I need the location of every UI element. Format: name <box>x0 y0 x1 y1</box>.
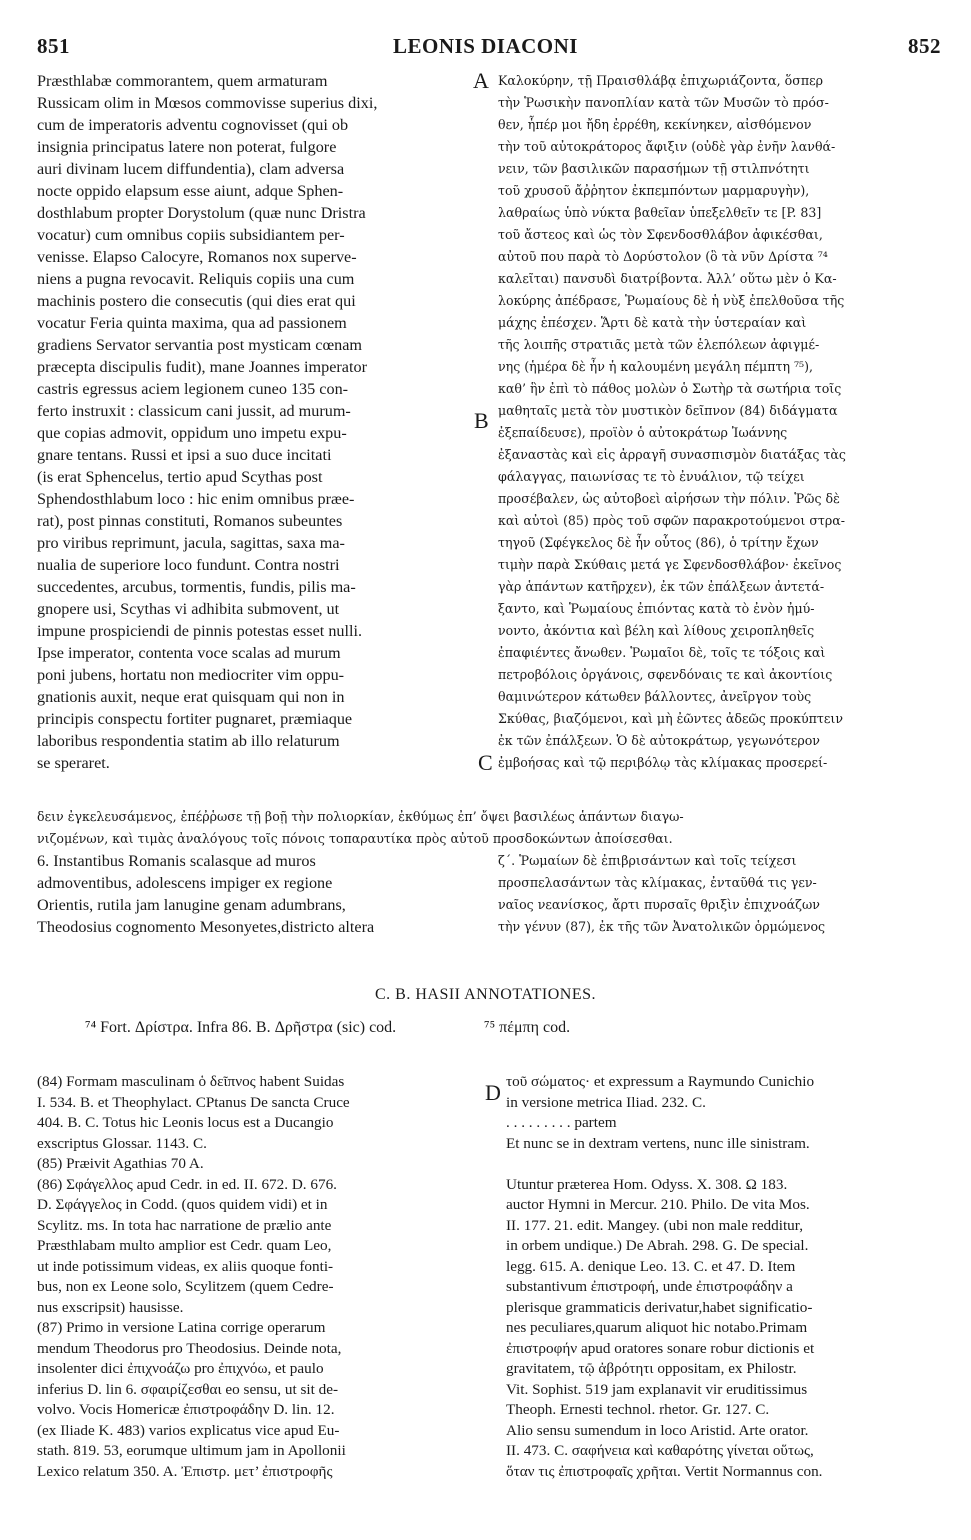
page-number-right: 852 <box>908 34 941 58</box>
greek-line: θαμινώτερον κάτωθεν βάλλοντες, ἀνεῖργον τοὺς <box>498 689 812 704</box>
latin-line: gradiens Servator servantia post mysticam cœnam <box>37 336 363 354</box>
latin-line: Sphendosthlabum loco : hic enim omnibus præe- <box>37 490 355 508</box>
greek-line: ζ΄. Ῥωμαίων δὲ ἐπιβρισάντων καὶ τοῖς τείχεσι <box>498 853 797 868</box>
latin-line: (is erat Sphencelus, tertio apud Scythas post <box>37 468 323 486</box>
footnote-line: legg. 615. A. denique Leo. 13. C. et 47. D. Item <box>506 1257 796 1275</box>
greek-line: προσέβαλεν, ὡς αὐτοβοεὶ αἱρήσων τὴν πόλιν. Ῥῶς δὲ <box>498 491 840 506</box>
latin-line: que copias admovit, oppidum uno impetu expu- <box>37 424 347 442</box>
footnote-line: in versione metrica Iliad. 232. C. <box>506 1093 706 1111</box>
latin-line: vocatur Feria quinta maxima, qua ad passionem <box>37 314 347 332</box>
latin-text-column <box>37 70 469 774</box>
greek-line: ἐμβοήσας καὶ τῷ περιβόλῳ τὰς κλίμακας προσερεί- <box>498 755 828 770</box>
footnote-line: substantivum ἐπιστροφή, unde ἐπιστροφάδην a <box>506 1278 793 1295</box>
footnote-line: ut inde potissimum videas, ex aliis quoque fonti- <box>37 1257 334 1275</box>
greek-line: Καλοκύρην, τῇ Πραισθλάβᾳ ἐπιχωριάζοντα, ὅσπερ <box>498 73 824 88</box>
annotations-title: C. B. HASII ANNOTATIONES. <box>375 986 596 1003</box>
footnote-line: stath. 819. 53, eorumque ultimum jam in Apollonii <box>37 1442 346 1459</box>
greek-line: τὴν γένυν (87), ἐκ τῆς τῶν Ἀνατολικῶν ὁρμώμενος <box>498 919 826 934</box>
footnote-line: nus exscripsit) hausisse. <box>37 1298 184 1316</box>
latin-line: præcepta discipulis fudit), mane Joannes imperator <box>37 358 367 376</box>
latin-line: gnopere usi, Scythas vi adhibita submovent, ut <box>37 600 340 618</box>
greek-line: Σκύθας, βιαζόμενοι, καὶ μὴ ἐῶντες ἀδεῶς προκύπτειν <box>498 711 843 726</box>
footnote-line: Lexico relatum 350. A. Ἐπιστρ. μετ’ ἐπιστροφῆς <box>37 1462 333 1480</box>
footnote-line: Alio sensu sumendum in loco Aristid. Arte orator. <box>506 1421 809 1439</box>
footnote-line: 404. B. C. Totus hic Leonis locus est a Ducangio <box>37 1114 334 1131</box>
footnote-line: . . . . . . . . . partem <box>506 1114 617 1131</box>
footnotes-right-column <box>506 1072 938 1482</box>
greek-line: καθ’ ἣν ἐπὶ τὸ πάθος μολὼν ὁ Σωτὴρ τὰ σωτήρια τοῖς <box>498 381 842 396</box>
margin-letter-b: B <box>474 408 489 433</box>
greek-line: καλεῖται) πανσυδὶ διατρίβοντα. Ἀλλ’ οὕτω μὲν ὁ Κα- <box>498 271 837 286</box>
latin-line: vocatur) cum omnibus copiis subsidiantem per- <box>37 226 345 244</box>
greek-line: φάλαγγας, παιωνίσας τε τὸ ἐνυάλιον, τῷ τείχει <box>498 469 805 484</box>
footnote-line: ὅταν τις ἐπιστροφαῖς χρῆται. Vertit Normannus con. <box>506 1462 823 1480</box>
margin-letter-a: A <box>473 68 489 93</box>
greek-line: νης (ἡμέρα δὲ ἦν ἡ καλουμένη μεγάλη πέμπτη ⁷⁵), <box>498 359 814 374</box>
footnote-line: (ex Iliade K. 483) varios explicatus vice apud Eu- <box>37 1421 340 1439</box>
footnote-line: inferius D. lin 6. σφαιρίζεσθαι eo sensu, ut sit de- <box>37 1380 339 1398</box>
latin-line: cum de imperatoris adventu cognovisset (qui ob <box>37 116 349 134</box>
latin-line: dosthlabum propter Dorystolum (quæ nunc Dristra <box>37 204 366 222</box>
latin-line: Præsthlabæ commorantem, quem armaturam <box>37 72 328 90</box>
latin-line: Theodosius cognomento Mesonyetes,districto altera <box>37 918 375 936</box>
greek-line: μάχης ἐπέσχεν. Ἅρτι δὲ κατὰ τὴν ὑστεραίαν καὶ <box>498 315 807 330</box>
greek-line: τῆς λοιπῆς στρατιᾶς μετὰ τῶν ἑλεπόλεων ἀφιγμέ- <box>498 337 820 352</box>
footnote-line: insolenter dici ἐπιχνοάζω pro ἐπιχνόω, et paulo <box>37 1360 324 1377</box>
footnote-line: nes peculiares,quarum aliquot hic notabo.Primam <box>506 1319 808 1336</box>
greek-text-column <box>498 70 938 774</box>
greek-line: ξαντο, καὶ Ῥωμαίους ἐπιόντας κατὰ τὸ ἐνὸν ἠμύ- <box>498 601 815 616</box>
margin-letter-c: C <box>478 750 493 775</box>
footnote-line: mendum Theodorus pro Theodosius. Deinde nota, <box>37 1339 342 1357</box>
greek-line: ναῖος νεανίσκος, ἄρτι πυρσαῖς θριξὶν ἐπιχνοάζων <box>498 897 820 912</box>
footnotes-left-column <box>37 1072 477 1482</box>
greek-line: προσπελασάντων τὰς κλίμακας, ἐνταῦθά τις γεν- <box>498 875 817 890</box>
greek-line: λοκύρης ἀπέδρασε, Ῥωμαίους δὲ ἡ νὺξ ἐπελθοῦσα τῆς <box>498 293 845 308</box>
annotation-74 <box>85 1019 396 1037</box>
greek-line: τὴν τοῦ αὐτοκράτορος ἄφιξιν (οὐδὲ γὰρ ἐνῆν λανθά- <box>498 139 836 154</box>
greek-line: τιμὴν παρὰ Σκύθαις μετά γε Σφενδοσθλάβον· ἐκεῖνος <box>498 557 842 572</box>
footnote-line: (86) Σφάγελλος apud Cedr. in ed. II. 672. D. 676. <box>37 1175 337 1193</box>
greek-line: ἐξαναστὰς καὶ εἰς ἀρραγῆ συνασπισμὸν διατάξας τὰς <box>498 447 846 462</box>
latin-line: rat), post pinnas constituti, Romanos subeuntes <box>37 512 343 530</box>
footnote-line: I. 534. B. et Theophylact. CPtanus De sancta Cruce <box>37 1093 350 1111</box>
footnote-line <box>506 1154 938 1175</box>
latin-line: machinis postero die consecutis (qui dies erat qui <box>37 292 356 310</box>
greek-line: αὐτοῦ που παρὰ τὸ Δορύστολον (ὃ τὰ νῦν Δρίστα ⁷⁴ <box>498 249 828 264</box>
footnote-line: (87) Primo in versione Latina corrige operarum <box>37 1319 326 1336</box>
footnote-line: bus, non ex Leone solo, Scylitzem (quem Cedre- <box>37 1278 334 1295</box>
running-title: LEONIS DIACONI <box>393 34 578 58</box>
latin-line: principis conspectu fortiter pugnaret, præmiaque <box>37 710 353 728</box>
latin-line: castris egressus aciem legionem cuneo 135 con- <box>37 380 349 398</box>
latin-line: niens a pugna revocavit. Reliquis copiis una cum <box>37 270 355 288</box>
greek-line: γὰρ ἁπάντων κατῆρχεν), ἐκ τῶν ἐπάλξεων ἀντετά- <box>498 579 825 594</box>
footnote-line: gravitatem, τῷ ἀβρότητι oppositam, ex Philostr. <box>506 1360 797 1377</box>
greek-line: καὶ αὐτοὶ (85) πρὸς τοῦ σφῶν παρακροτούμενοι στρα- <box>498 513 846 528</box>
footnote-line: (85) Præivit Agathias 70 A. <box>37 1155 204 1172</box>
footnote-line: D. Σφάγγελος in Codd. (quos quidem vidi) et in <box>37 1196 328 1213</box>
greek-line: ἐξεπαίδευσε), προϊὸν ὁ αὐτοκράτωρ Ἰωάννης <box>498 425 788 440</box>
latin-line: insignia principatus latere non poterat, fulgore <box>37 138 337 156</box>
page-number-left: 851 <box>37 34 70 58</box>
footnote-line: (84) Formam masculinam ὁ δεῖπνος habent Suidas <box>37 1073 345 1090</box>
greek-line: τηγοῦ (Σφέγκελος δὲ ἦν οὗτος (86), ὁ τρίτην ἔχων <box>498 535 819 550</box>
latin-line: nualia de superiore loco fundunt. Contra nostri <box>37 556 340 574</box>
latin-line: gnationis auxit, neque erat quisquam qui non in <box>37 688 345 706</box>
latin-line: se speraret. <box>37 754 110 772</box>
latin-line: succedentes, arcubus, tormentis, fundis, pilis ma- <box>37 578 356 596</box>
footnote-line: exscriptus Glossar. 1143. C. <box>37 1134 207 1152</box>
footnote-line: II. 177. 21. edit. Mangey. (ubi non male redditur, <box>506 1216 804 1234</box>
footnote-line: volvo. Vocis Homericæ ἐπιστροφάδην D. lin. 12. <box>37 1401 335 1418</box>
latin-line: laboribus respondentia statim ab illo relaturum <box>37 732 340 750</box>
latin-line: Russicam olim in Mœsos commovisse superius dixi, <box>37 94 378 112</box>
greek-line: νειν, τῶν βασιλικῶν παρασήμων τῇ στιλπνότητι <box>498 161 810 176</box>
footnote-line: Vit. Sophist. 519 jam explanavit vir eruditissimus <box>506 1380 808 1398</box>
footnote-line: auctor Hymni in Mercur. 210. Philo. De vita Mos. <box>506 1196 810 1213</box>
greek-line: πετροβόλοις ὀργάνοις, σφενδόναις τε καὶ ἀκοντίοις <box>498 667 833 682</box>
greek-line: νιζομένων, καὶ τιμὰς ἀναλόγους τοῖς πόνοις τοπαραυτίκα πρὸς αὐτοῦ προσδοκώντων ἀποίσεσθαι. <box>37 831 673 846</box>
annotation-75 <box>484 1019 570 1037</box>
greek-line: μαθηταῖς μετὰ τὸν μυστικὸν δεῖπνον (84) διδάγματα <box>498 403 838 418</box>
greek-full-width-lines <box>37 806 942 850</box>
footnote-line: Et nunc se in dextram vertens, nunc ille sinistram. <box>506 1134 810 1152</box>
latin-line: ferto instruxit : classicum cani jussit, ad murum- <box>37 402 351 420</box>
footnote-line: ἐπιστροφήν apud oratores sonare robur dictionis et <box>506 1339 815 1357</box>
latin-text-column-2 <box>37 850 469 938</box>
greek-line: τὴν Ῥωσικὴν πανοπλίαν κατὰ τῶν Μυσῶν τὸ πρόσ- <box>498 95 829 110</box>
latin-line: poni jubens, hortatu non mediocriter vim oppu- <box>37 666 345 684</box>
greek-text-column-2 <box>498 850 938 938</box>
latin-line: nocte oppido elapsum esse aiunt, adque Sphen- <box>37 182 344 200</box>
latin-line: gnare tentans. Russi et ipsi a suo duce incitati <box>37 446 332 464</box>
footnote-line: Utuntur præterea Hom. Odyss. X. 308. Ω 183. <box>506 1175 788 1193</box>
latin-line: Orientis, rutila jam lanugine genam adumbrans, <box>37 896 346 914</box>
latin-line: impune prospiciendi de pinnis potestas esset nulli. <box>37 622 363 640</box>
greek-line: νοντο, ἀκόντια καὶ βέλη καὶ λίθους χειροπληθεῖς <box>498 623 815 638</box>
annotation-74-text: ⁷⁴ Fort. Δρίστρα. Infra 86. B. Δρῆστρα (sic) cod. <box>85 1019 397 1036</box>
latin-line: venisse. Elapso Calocyre, Romanos nox superve- <box>37 248 357 266</box>
latin-line: admoventibus, adolescens impiger ex regione <box>37 874 333 892</box>
margin-letter-d: D <box>485 1080 501 1105</box>
greek-line: τοῦ χρυσοῦ ἄῤῥητον ἐκπεμπόντων μαρμαρυγὴν), <box>498 183 810 198</box>
greek-line: θεν, ἧπέρ μοι ἤδη ἐρρέθη, κεκίνηκεν, αἰσθόμενον <box>498 117 812 132</box>
greek-line: τοῦ ἄστεος καὶ ὡς τὸν Σφενδοσθλάβον ἀφικέσθαι, <box>498 227 823 242</box>
greek-line: ἐπαφιέντες ἄνωθεν. Ῥωμαῖοι δὲ, τοῖς τε τόξοις καὶ <box>498 645 826 660</box>
footnote-line: plerisque grammaticis derivatur,habet significatio- <box>506 1298 813 1316</box>
greek-line: ἐκ τῶν ἐπάλξεων. Ὁ δὲ αὐτοκράτωρ, γεγωνότερον <box>498 733 820 748</box>
greek-line: δειν ἐγκελευσάμενος, ἐπέῤῥωσε τῇ βοῇ τὴν πολιορκίαν, ἐκθύμως ἐπ’ ὄψει βασιλέως ἁπάντων διαγω- <box>37 809 684 824</box>
latin-line: 6. Instantibus Romanis scalasque ad muros <box>37 852 316 870</box>
latin-line: auri divinam lucem diffundentia), clam adversa <box>37 160 345 178</box>
footnote-line: τοῦ σώματος· et expressum a Raymundo Cunichio <box>506 1073 815 1090</box>
footnote-line: Scylitz. ms. In tota hac narratione de prælio ante <box>37 1216 332 1234</box>
latin-line: pro viribus reprimunt, jacula, sagittas, saxa ma- <box>37 534 345 552</box>
footnote-line: Præsthlabam multo amplior est Cedr. quam Leo, <box>37 1237 332 1254</box>
footnote-line: in orbem undique.) De Abrah. 298. G. De special. <box>506 1237 809 1254</box>
latin-line: Ipse imperator, contenta voce scalas ad murum <box>37 644 341 662</box>
annotation-75-text: ⁷⁵ πέμπη cod. <box>484 1019 571 1036</box>
greek-line: λαθραίως ὑπὸ νύκτα βαθεῖαν ὑπεξελθεῖν τε [P. 83] <box>498 205 822 220</box>
footnote-line: Theoph. Ernesti technol. rhetor. Gr. 127. C. <box>506 1401 770 1418</box>
footnote-line: II. 473. C. σαφήνεια καὶ καθαρότης γίνεται οὕτως, <box>506 1442 814 1459</box>
